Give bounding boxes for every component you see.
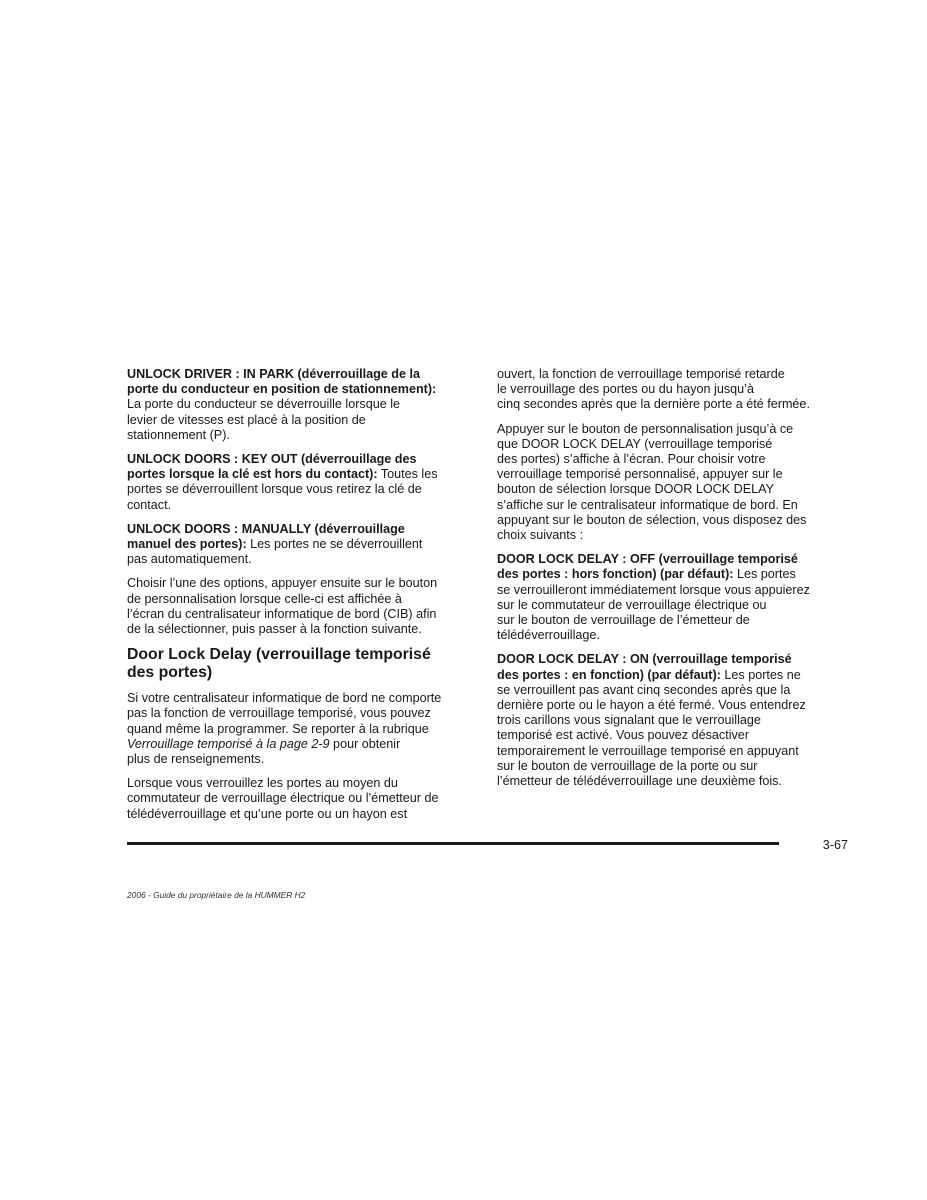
page-divider-rule (127, 842, 779, 845)
delay-on-line-3: se verrouillent pas avant cinq secondes après que la (497, 682, 791, 697)
manually-title-line-2: manuel des portes): (127, 537, 247, 552)
delay-off-line-3: se verrouilleront immédiatement lorsque vous appuierez (497, 582, 810, 597)
press-button-paragraph (497, 422, 847, 544)
press-button-line-6: s’affiche sur le centralisateur informatique de bord. En (497, 497, 798, 512)
lock-doors-line-3: télédéverrouillage et qu’une porte ou un hayon est (127, 806, 408, 821)
unlock-driver-text-line-2: levier de vitesses est placé à la position de (127, 412, 366, 427)
delay-on-line-4: dernière porte ou le hayon a été fermé. Vous entendrez (497, 698, 806, 713)
unlock-driver-text-line-1: La porte du conducteur se déverrouille lorsque le (127, 397, 401, 412)
delay-off-title-line-2: des portes : hors fonction) (par défaut): (497, 567, 734, 582)
continuation-line-2: le verrouillage des portes ou du hayon jusqu’à (497, 382, 754, 397)
unlock-manually-paragraph (127, 522, 477, 568)
unlock-driver-title-line-1: UNLOCK DRIVER : IN PARK (déverrouillage de la (127, 367, 420, 381)
choose-option-paragraph (127, 576, 477, 637)
lock-doors-line-2: commutateur de verrouillage électrique ou l’émetteur de (127, 791, 439, 806)
continuation-line-3: cinq secondes après que la dernière porte a été fermée. (497, 397, 810, 412)
no-cib-line-2: pas la fonction de verrouillage temporisé, vous pouvez (127, 706, 431, 721)
delay-on-line-5: trois carillons vous signalant que le verrouillage (497, 713, 761, 728)
press-button-line-4: verrouillage temporisé personnalisé, appuyer sur le (497, 467, 783, 482)
key-out-text-start: Toutes les (377, 467, 438, 482)
choose-option-line-1: Choisir l’une des options, appuyer ensuite sur le bouton (127, 576, 438, 591)
delay-on-title-line-2: des portes : en fonction) (par défaut): (497, 667, 721, 682)
delay-off-paragraph (497, 552, 847, 643)
no-cib-line-4-text: pour obtenir (329, 736, 401, 751)
delay-off-line-6: télédéverrouillage. (497, 628, 600, 643)
left-column (127, 367, 477, 831)
unlock-driver-text-line-3: stationnement (P). (127, 427, 230, 442)
delay-on-line-6: temporisé est activé. Vous pouvez désactiver (497, 728, 750, 743)
key-out-line-2 (127, 467, 477, 482)
choose-option-line-2: de personnalisation lorsque celle-ci est affichée à (127, 591, 402, 606)
delay-off-line-4: sur le commutateur de verrouillage électrique ou (497, 597, 767, 612)
delay-on-line-9: l’émetteur de télédéverrouillage une deuxième fois. (497, 774, 782, 789)
unlock-driver-paragraph (127, 367, 477, 443)
manually-text-line-3: pas automatiquement. (127, 552, 252, 567)
choose-option-line-4: de la sélectionner, puis passer à la fonction suivante. (127, 622, 422, 637)
no-cib-line-4 (127, 737, 477, 752)
delay-on-line-2 (497, 668, 847, 683)
delay-on-line-8: sur le bouton de verrouillage de la porte ou sur (497, 758, 758, 773)
delay-off-title-line-1: DOOR LOCK DELAY : OFF (verrouillage temporisé (497, 552, 798, 567)
no-cib-paragraph (127, 691, 477, 767)
continuation-line-1: ouvert, la fonction de verrouillage temporisé retarde (497, 367, 785, 381)
footer-text: 2006 - Guide du propriétaire de la HUMMER H2 (127, 890, 306, 900)
press-button-line-2: que DOOR LOCK DELAY (verrouillage temporisé (497, 436, 773, 451)
delay-on-text-start: Les portes ne (720, 667, 801, 682)
delay-on-title-line-1: DOOR LOCK DELAY : ON (verrouillage temporisé (497, 652, 792, 667)
no-cib-line-3: quand même la programmer. Se reporter à la rubrique (127, 721, 429, 736)
delay-continuation-paragraph (497, 367, 847, 413)
no-cib-line-1: Si votre centralisateur informatique de bord ne comporte (127, 691, 442, 706)
press-button-line-3: des portes) s’affiche à l’écran. Pour choisir votre (497, 452, 766, 467)
heading-line-2: des portes) (127, 664, 213, 682)
manually-text-start: Les portes ne se déverrouillent (246, 537, 423, 552)
manually-line-2 (127, 537, 477, 552)
lock-doors-paragraph (127, 776, 477, 822)
key-out-text-line-4: contact. (127, 497, 172, 512)
press-button-line-1: Appuyer sur le bouton de personnalisation jusqu’à ce (497, 421, 794, 436)
cross-reference-link: Verrouillage temporisé à la page 2-9 (127, 736, 330, 751)
delay-on-line-7: temporairement le verrouillage temporisé en appuyant (497, 743, 799, 758)
delay-off-line-5: sur le bouton de verrouillage de l’émetteur de (497, 613, 750, 628)
press-button-line-5: bouton de sélection lorsque DOOR LOCK DELAY (497, 482, 774, 497)
key-out-title-line-2: portes lorsque la clé est hors du contact): (127, 467, 378, 482)
right-column (497, 367, 847, 798)
lock-doors-line-1: Lorsque vous verrouillez les portes au moyen du (127, 776, 398, 791)
key-out-title-line-1: UNLOCK DOORS : KEY OUT (déverrouillage des (127, 452, 417, 467)
unlock-key-out-paragraph (127, 452, 477, 513)
press-button-line-8: choix suivants : (497, 528, 584, 543)
choose-option-line-3: l’écran du centralisateur informatique de bord (CIB) afin (127, 606, 437, 621)
page-number: 3-67 (822, 838, 848, 852)
delay-off-line-2 (497, 567, 847, 582)
door-lock-delay-heading (127, 646, 477, 682)
unlock-driver-title-line-2: porte du conducteur en position de stationnement): (127, 382, 437, 397)
delay-on-paragraph (497, 652, 847, 789)
heading-line-1: Door Lock Delay (verrouillage temporisé (127, 646, 431, 664)
no-cib-line-5: plus de renseignements. (127, 752, 265, 767)
press-button-line-7: appuyant sur le bouton de sélection, vous disposez des (497, 512, 807, 527)
key-out-text-line-3: portes se déverrouillent lorsque vous retirez la clé de (127, 482, 422, 497)
manually-title-line-1: UNLOCK DOORS : MANUALLY (déverrouillage (127, 521, 405, 536)
delay-off-text-start: Les portes (733, 567, 796, 582)
